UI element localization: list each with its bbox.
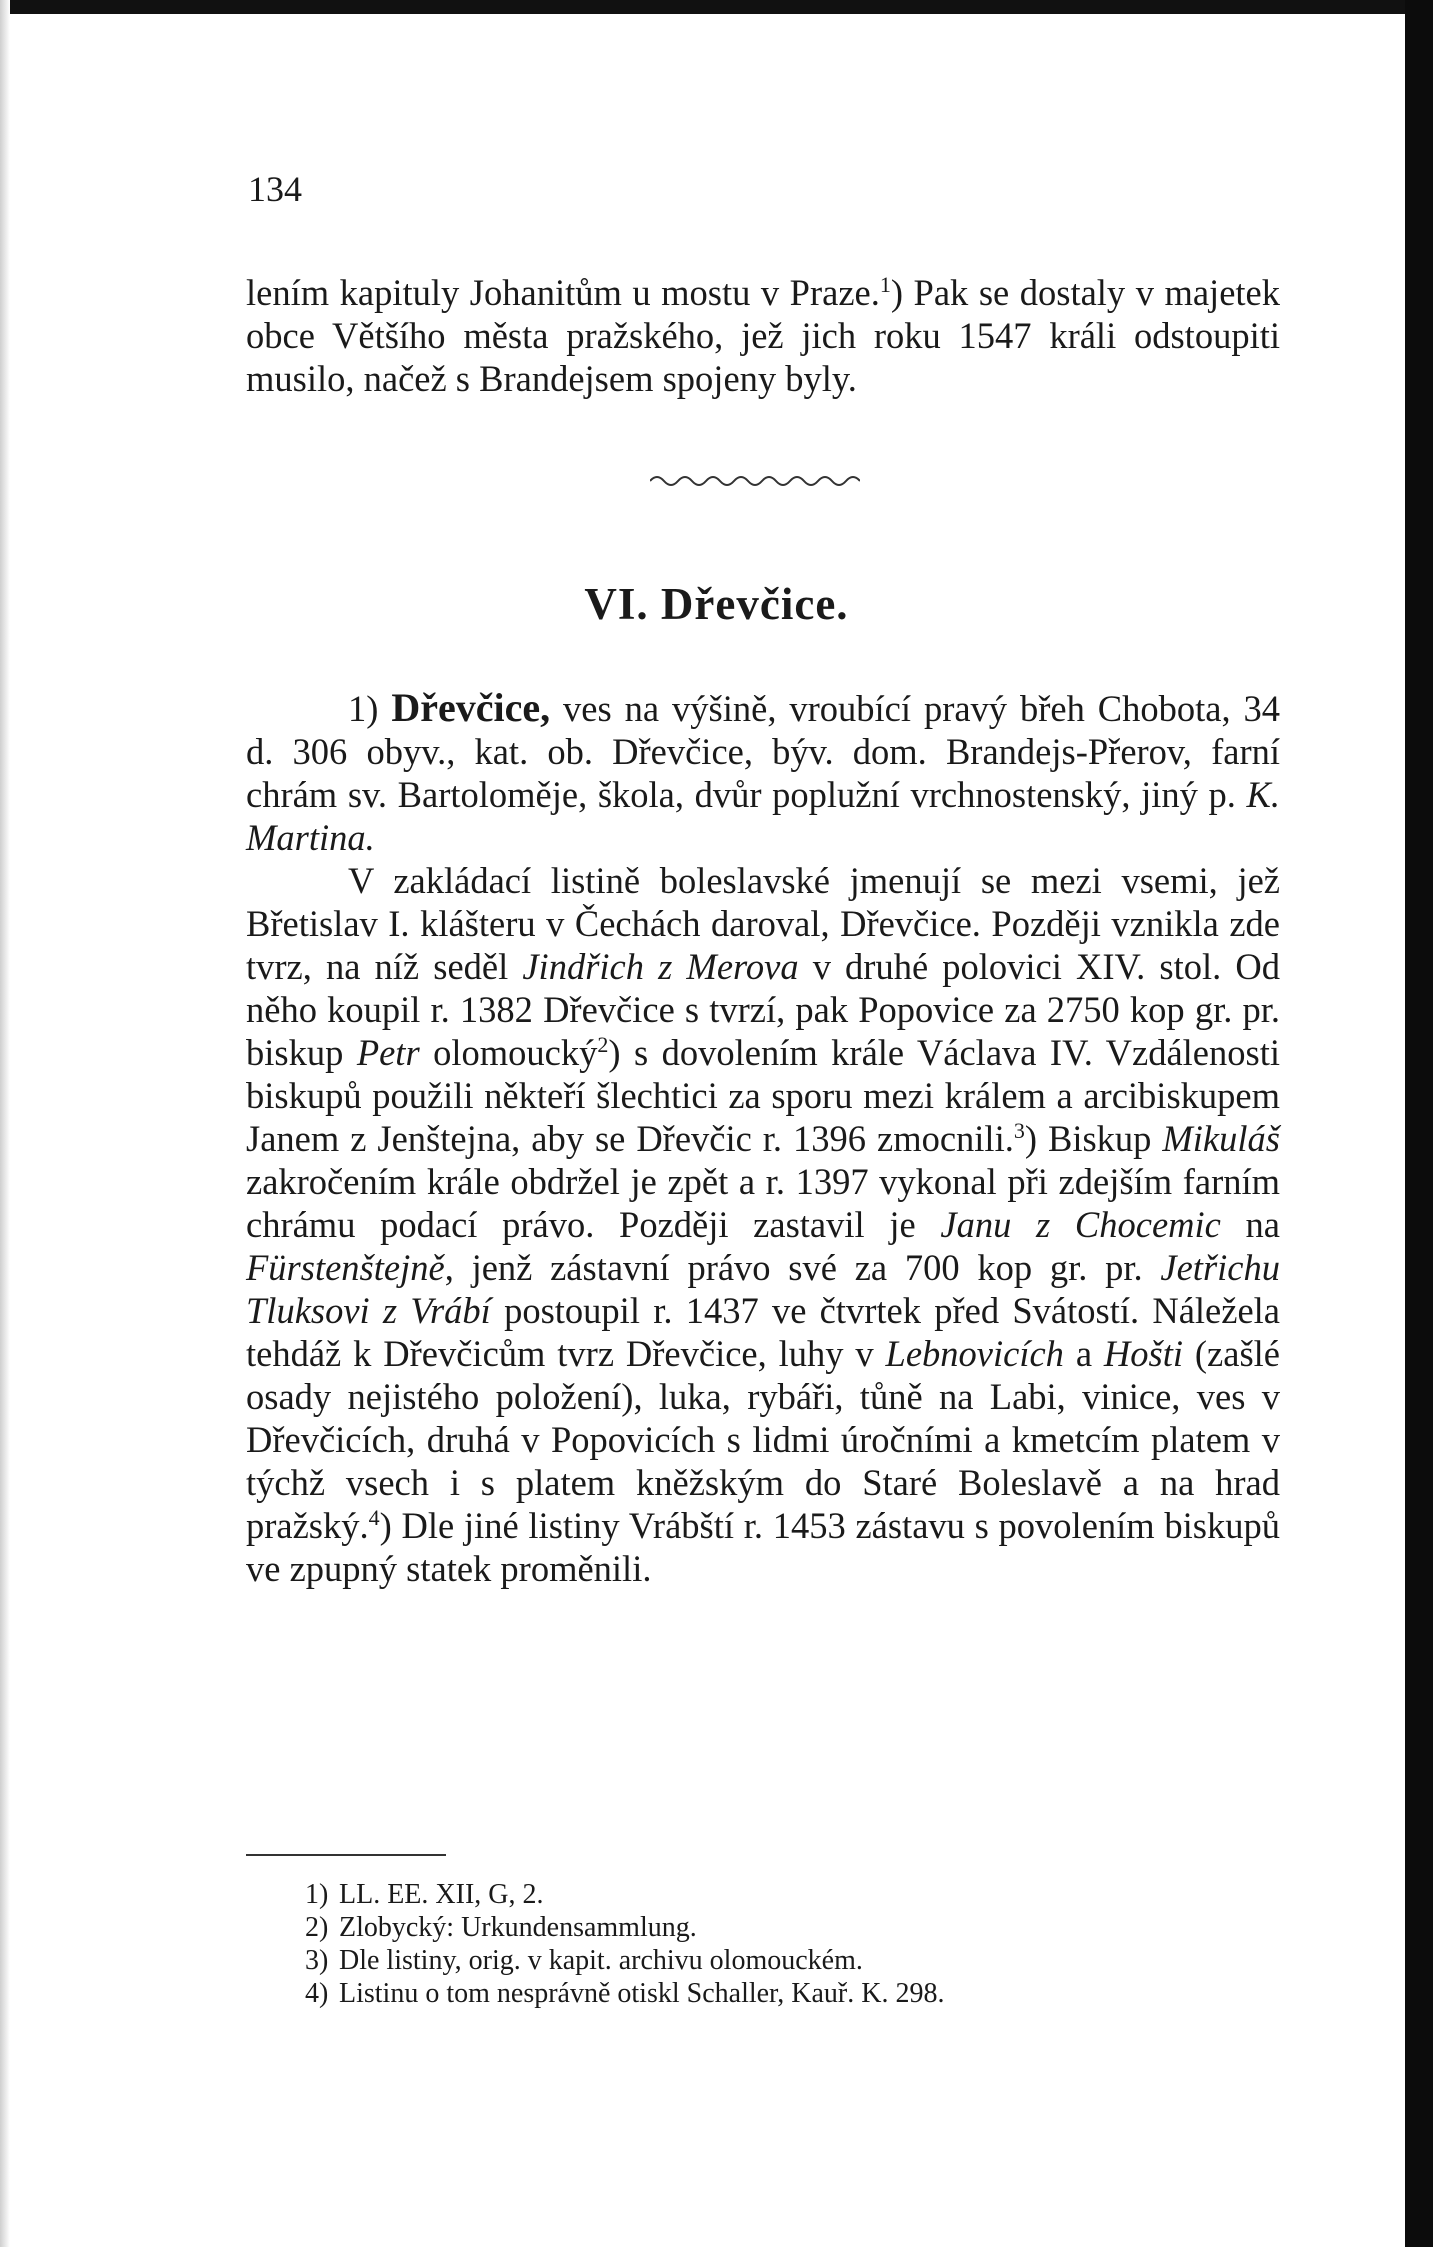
intro-text [246,271,1280,400]
text-run: postoupil r. 1437 ve čtvrtek před Svátostí. Náležela tehdáž k Dřevčicům tvrz Dřevčice, luhy v [246,1290,1280,1374]
italic-name: Petr [356,1032,420,1073]
footnote [305,1878,944,1911]
italic-name: Mikuláš [1162,1118,1280,1159]
footnote-ref[interactable]: 2 [597,1031,609,1057]
footnote-mark: 3) [305,1945,329,1976]
place-name: Dřevčice, [391,685,551,730]
italic-name: Jindřich z Merova [522,946,799,987]
text-run: ) Dle jiné listiny Vrábští r. 1453 zástavu s povolením biskupů ve zpupný statek proměnili. [246,1505,1280,1589]
main-text [246,686,1280,1590]
footnote-rule [246,1854,446,1856]
footnote-ref[interactable]: 3 [1013,1117,1025,1143]
footnotes [305,1878,944,2010]
text-run: , jenž zástavní právo své za 700 kop gr. pr. [444,1247,1161,1288]
text-run: ) s dovolením krále Václava IV. Vzdálenosti biskupů použili někteří šlechtici za sporu mezi králem a arcibiskupem Janem z Jenštejna, aby se Dřevčic r. 1396 zmocnili. [246,1032,1280,1159]
text-run: V zakládací listině boleslavské jmenují se mezi vsemi, jež Břetislav I. klášteru v Čechách daroval, Dřevčice. Později vznikla zde tvrz, na níž seděl [246,860,1280,987]
italic-name: Lebnovicích [885,1333,1064,1374]
paragraph-entry [246,686,1280,859]
wavy-divider [650,470,860,492]
footnote-text: Listinu o tom nesprávně otiskl Schaller, Kauř. K. 298. [339,1978,945,2009]
scan-border-right [1405,0,1433,2247]
footnote-ref[interactable]: 4 [368,1504,380,1530]
text-run: ) Biskup [1024,1118,1163,1159]
section-heading: VI. Dřevčice. [584,579,849,629]
text-run: zakročením krále obdržel je zpět a r. 1397 vykonal při zdejším farním chrámu podací právo. Později zastavil je [246,1161,1280,1245]
footnote-text: Dle listiny, orig. v kapit. archivu olomouckém. [339,1945,863,1976]
footnote [305,1944,944,1977]
text-run: v druhé polovici XIV. stol. Od něho koupil r. 1382 Dřevčice s tvrzí, pak Popovice za 2750 kop gr. pr. biskup [246,946,1280,1073]
page-number: 134 [248,169,302,209]
footnote-mark: 1) [305,1879,329,1910]
intro-paragraph [246,271,1280,400]
footnote-mark: 4) [305,1978,329,2009]
italic-name: Fürstenštejně [246,1247,445,1288]
text-run: a [1063,1333,1104,1374]
italic-name: K. Martina. [246,774,1280,858]
italic-name: Janu z Chocemic [940,1204,1221,1245]
footnote-text: Zlobycký: Urkundensammlung. [339,1912,697,1943]
text-run: 1) [348,688,392,729]
footnote-ref[interactable]: 1 [879,271,891,297]
footnote-mark: 2) [305,1912,329,1943]
scan-border-left [0,0,10,2247]
text-run: ves na výšině, vroubící pravý břeh Chobota, 34 d. 306 obyv., kat. ob. Dřevčice, býv. dom. Brandejs-Přerov, farní chrám sv. Bartoloměje, škola, dvůr poplužní vrchnostenský, jiný p. [246,688,1281,815]
footnote [305,1977,944,2010]
text-run: (zašlé osady nejistého položení), luka, rybáři, tůně na Labi, vinice, ves v Dřevčicích, druhá v Popovicích s lidmi úročními a kmetcím platem v týchž vsech i s platem kněžským do Staré Boleslavě a na hrad pražský. [246,1333,1280,1546]
text-run: olomoucký [419,1032,598,1073]
text-run: lením kapituly Johanitům u mostu v Praze. [246,272,880,313]
scan-border-top [0,0,1433,14]
italic-name: Jetřichu Tluksovi z Vrábí [246,1247,1280,1331]
footnote [305,1911,944,1944]
footnote-text: LL. EE. XII, G, 2. [339,1879,544,1910]
paragraph-history [246,859,1280,1590]
italic-name: Hošti [1103,1333,1184,1374]
text-run: na [1220,1204,1280,1245]
text-run: ) Pak se dostaly v majetek obce Většího města pražského, jež jich roku 1547 králi odstoupiti musilo, načež s Brandejsem spojeny byly. [246,272,1280,399]
